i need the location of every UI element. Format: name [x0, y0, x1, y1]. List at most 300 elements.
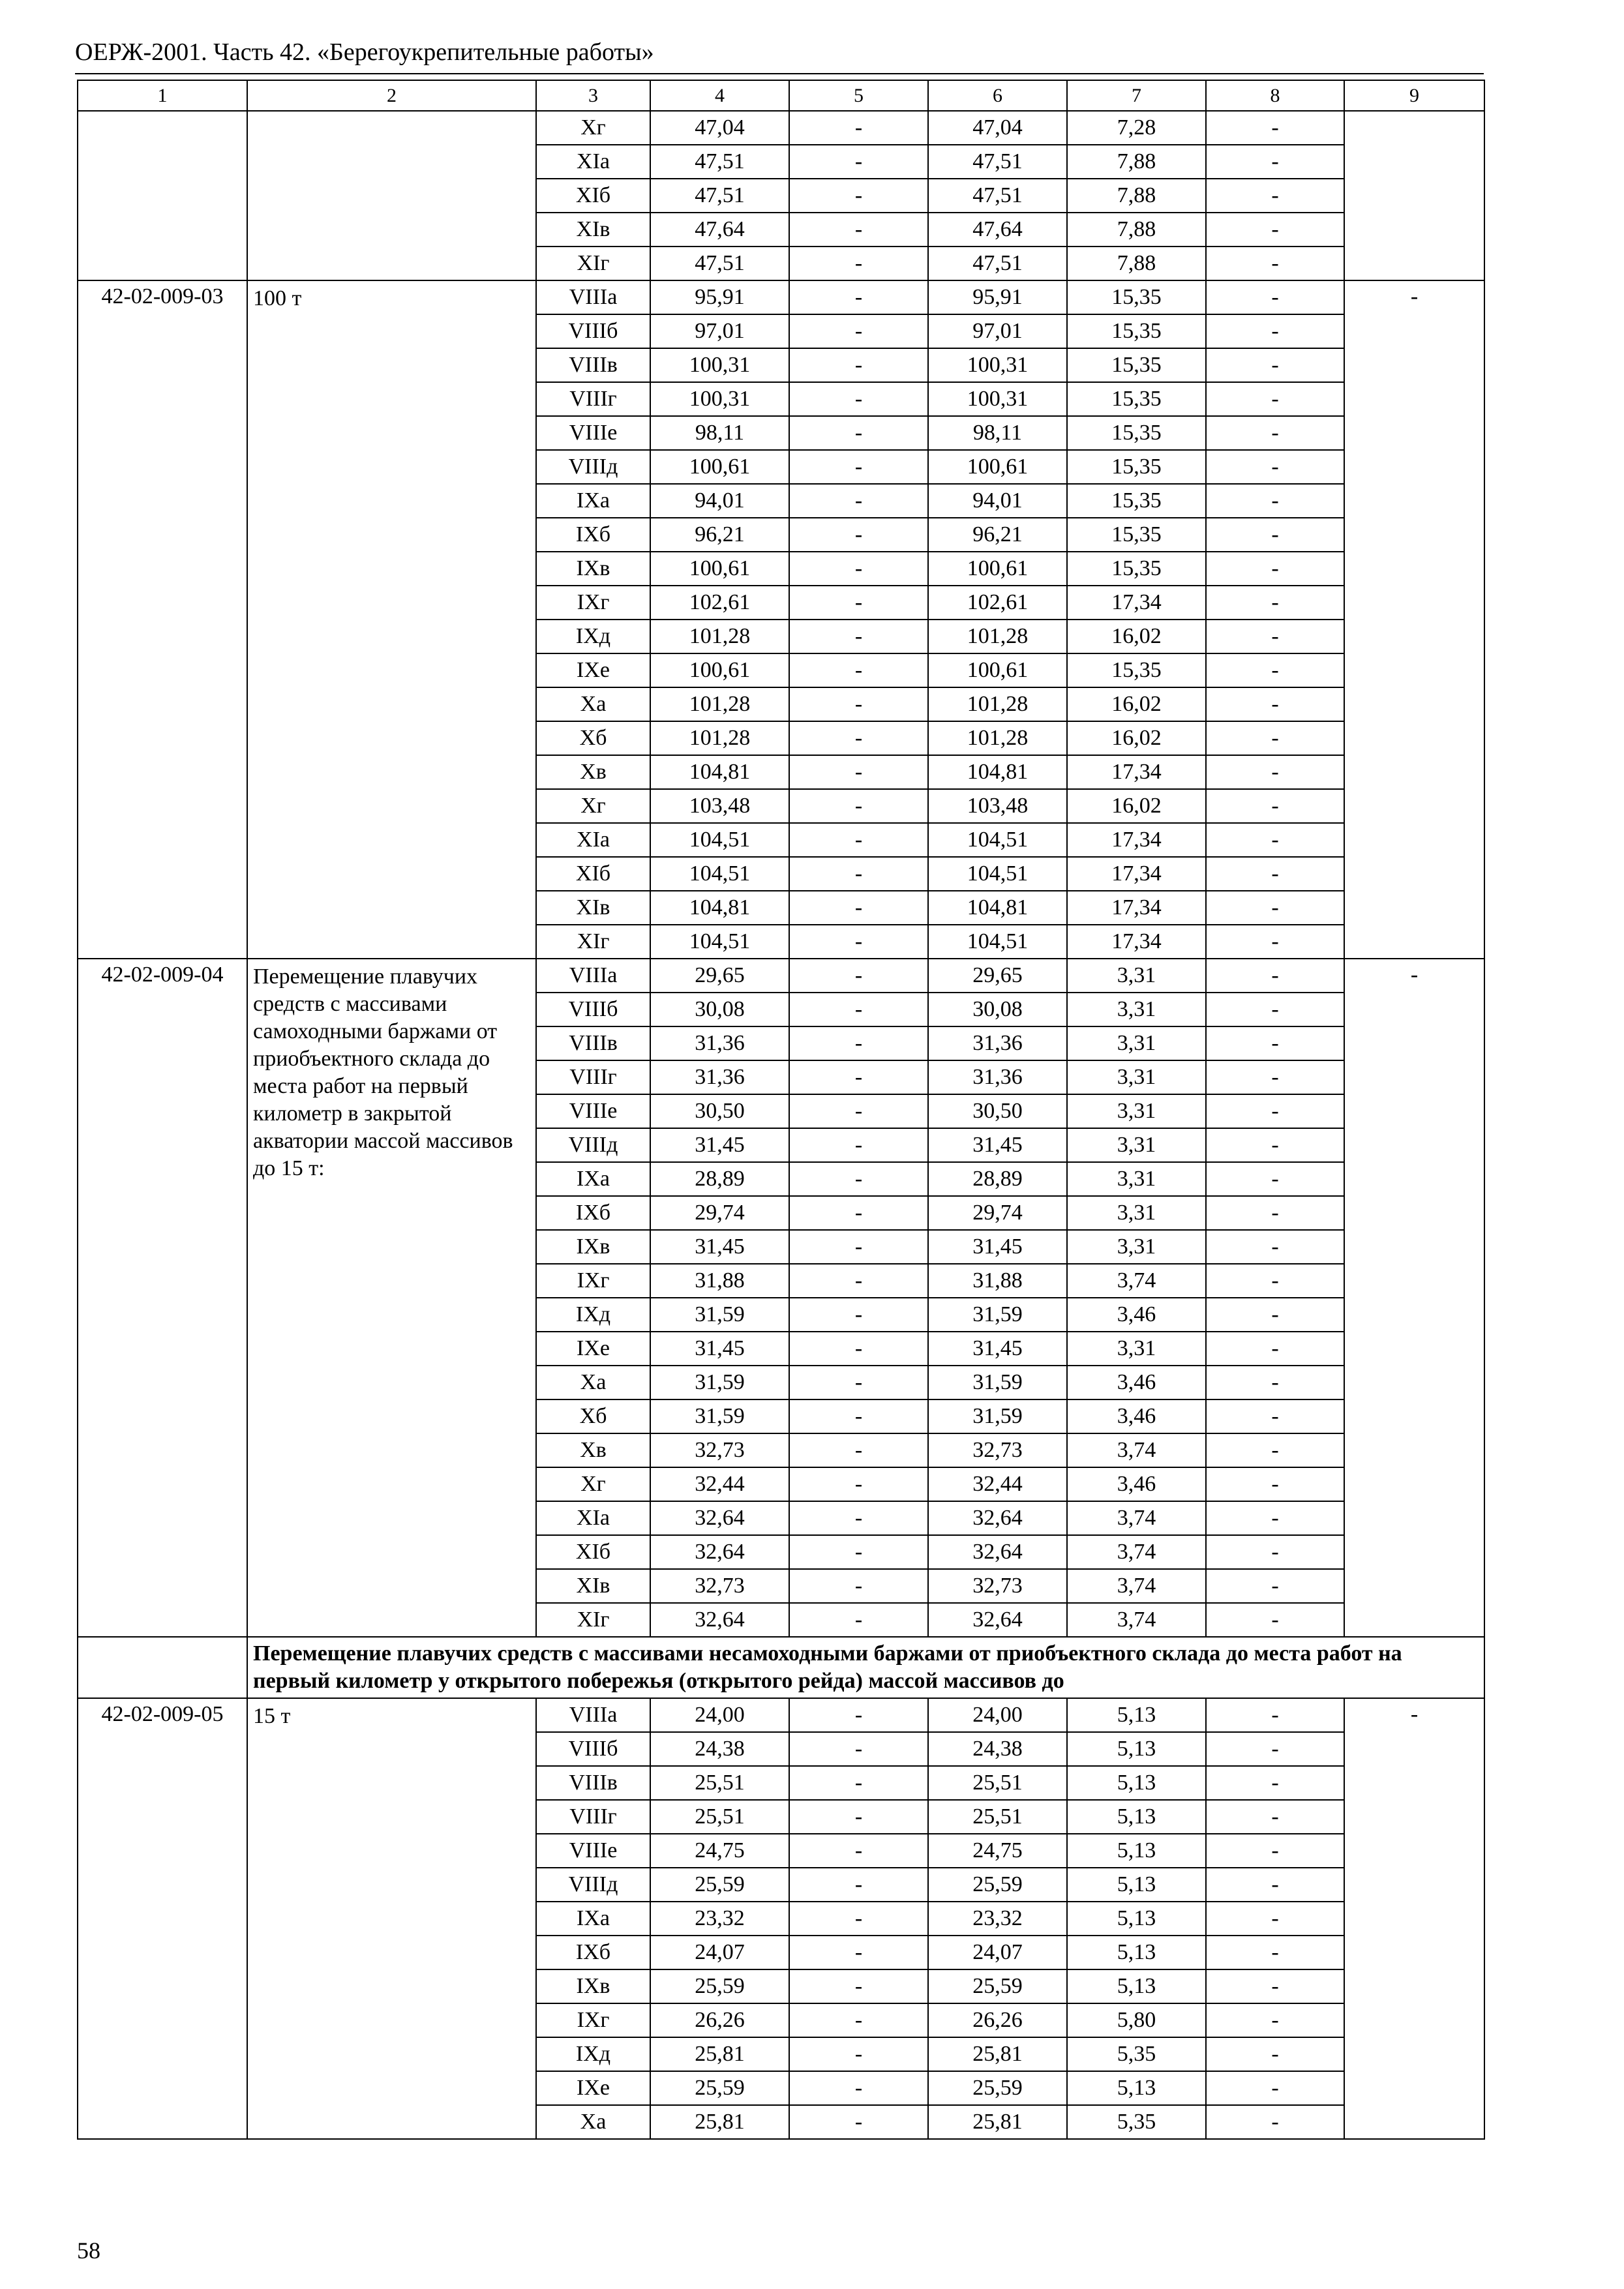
table-cell: -: [789, 213, 928, 247]
table-cell: -: [1206, 179, 1344, 213]
table-cell: IXб: [536, 518, 650, 552]
table-cell: 47,64: [928, 213, 1067, 247]
table-cell: 101,28: [928, 620, 1067, 653]
table-cell: 15,35: [1067, 280, 1206, 314]
table-cell: -: [1206, 789, 1344, 823]
table-cell: 104,51: [928, 823, 1067, 857]
table-cell: 23,32: [928, 1902, 1067, 1936]
table-cell: -: [789, 247, 928, 280]
table-cell: IXв: [536, 1230, 650, 1264]
table-cell: 25,81: [650, 2105, 789, 2139]
table-cell: 17,34: [1067, 755, 1206, 789]
table-cell: IXа: [536, 1902, 650, 1936]
table-cell: -: [789, 1936, 928, 1969]
table-cell: VIIIв: [536, 1026, 650, 1060]
table-cell: -: [1206, 1766, 1344, 1800]
table-cell: -: [789, 1902, 928, 1936]
table-cell: -: [789, 1603, 928, 1637]
table-cell: -: [1206, 687, 1344, 721]
table-cell: XIв: [536, 213, 650, 247]
table-cell: -: [789, 2037, 928, 2071]
table-cell: 96,21: [928, 518, 1067, 552]
table-cell: -: [789, 1298, 928, 1332]
table-cell: -: [789, 1399, 928, 1433]
table-cell: Xг: [536, 789, 650, 823]
table-cell: XIб: [536, 179, 650, 213]
column-number: 2: [247, 80, 536, 111]
table-cell: -: [1206, 247, 1344, 280]
table-cell: -: [1206, 484, 1344, 518]
table-cell: 3,31: [1067, 1026, 1206, 1060]
rate-code: 42-02-009-03: [78, 280, 247, 959]
table-cell: 25,59: [650, 1969, 789, 2003]
table-cell: 29,74: [928, 1196, 1067, 1230]
table-cell: IXе: [536, 653, 650, 687]
table-cell: -: [789, 755, 928, 789]
table-cell: -: [789, 314, 928, 348]
table-cell: -: [1206, 721, 1344, 755]
table-cell: IXд: [536, 620, 650, 653]
table-cell: -: [1206, 1732, 1344, 1766]
column-9-value: -: [1344, 1698, 1484, 2139]
table-cell: 95,91: [928, 280, 1067, 314]
table-cell: IXг: [536, 2003, 650, 2037]
table-cell: 47,51: [928, 145, 1067, 179]
table-cell: 25,59: [928, 1969, 1067, 2003]
table-cell: -: [789, 179, 928, 213]
table-cell: 31,59: [928, 1298, 1067, 1332]
table-cell: 98,11: [650, 416, 789, 450]
table-cell: 3,31: [1067, 1196, 1206, 1230]
table-cell: -: [1206, 1969, 1344, 2003]
table-cell: -: [789, 518, 928, 552]
table-cell: -: [1206, 1936, 1344, 1969]
table-cell: VIIIд: [536, 1128, 650, 1162]
table-cell: 26,26: [650, 2003, 789, 2037]
table-cell: Xб: [536, 1399, 650, 1433]
table-cell: -: [1206, 1094, 1344, 1128]
table-cell: -: [789, 823, 928, 857]
table-cell: 3,31: [1067, 1332, 1206, 1366]
table-row: [78, 280, 1484, 314]
table-cell: -: [789, 1569, 928, 1603]
table-cell: -: [789, 1060, 928, 1094]
table-cell: -: [789, 1433, 928, 1467]
table-cell: VIIIд: [536, 1868, 650, 1902]
table-cell: -: [789, 416, 928, 450]
section-heading: Перемещение плавучих средств с массивами несамоходными баржами от приобъектного склада до места работ на первый километр у открытого побережья (открытого рейда) массой массивов до: [247, 1637, 1484, 1698]
table-cell: 101,28: [650, 687, 789, 721]
table-cell: 24,75: [928, 1834, 1067, 1868]
table-cell: IXв: [536, 1969, 650, 2003]
table-cell: Xг: [536, 111, 650, 145]
table-cell: 17,34: [1067, 925, 1206, 959]
rate-description: 15 т: [247, 1698, 536, 2139]
table-cell: -: [1206, 1433, 1344, 1467]
table-cell: 15,35: [1067, 653, 1206, 687]
table-cell: 94,01: [650, 484, 789, 518]
table-cell: 31,36: [650, 1060, 789, 1094]
table-cell: -: [789, 1026, 928, 1060]
table-cell: 47,51: [928, 247, 1067, 280]
table-cell: 5,80: [1067, 2003, 1206, 2037]
table-cell: 32,64: [928, 1501, 1067, 1535]
table-cell: Xв: [536, 1433, 650, 1467]
table-cell: -: [789, 111, 928, 145]
table-cell: 26,26: [928, 2003, 1067, 2037]
table-cell: 104,51: [928, 925, 1067, 959]
table-cell: 3,31: [1067, 1128, 1206, 1162]
table-cell: 15,35: [1067, 518, 1206, 552]
table-cell: 104,81: [928, 755, 1067, 789]
table-cell: 94,01: [928, 484, 1067, 518]
table-cell: 3,31: [1067, 993, 1206, 1026]
table-cell: 101,28: [928, 687, 1067, 721]
table-cell: -: [1206, 2071, 1344, 2105]
table-cell: 25,51: [650, 1800, 789, 1834]
column-9-value: -: [1344, 959, 1484, 1637]
table-cell: -: [1206, 1698, 1344, 1732]
table-cell: -: [789, 1128, 928, 1162]
column-number: 7: [1067, 80, 1206, 111]
table-cell: 24,07: [928, 1936, 1067, 1969]
table-cell: 30,08: [650, 993, 789, 1026]
rate-description: Перемещение плавучих средств с массивами самоходными баржами от приобъектного склада до места работ на первый километр в закрытой акватории массой массивов до 15 т:: [247, 959, 536, 1637]
table-cell: 31,88: [650, 1264, 789, 1298]
table-cell: 103,48: [650, 789, 789, 823]
table-cell: 100,61: [650, 450, 789, 484]
table-cell: -: [1206, 2105, 1344, 2139]
table-cell: -: [1206, 823, 1344, 857]
page-header-title: ОЕРЖ-2001. Часть 42. «Берегоукрепительные работы»: [75, 38, 654, 66]
table-cell: -: [789, 1969, 928, 2003]
table-cell: -: [1206, 653, 1344, 687]
table-cell: 15,35: [1067, 382, 1206, 416]
table-cell: 16,02: [1067, 620, 1206, 653]
table-cell: 47,64: [650, 213, 789, 247]
column-number: 3: [536, 80, 650, 111]
table-cell: 32,44: [928, 1467, 1067, 1501]
table-cell: -: [1206, 1060, 1344, 1094]
table-cell: -: [789, 1834, 928, 1868]
rates-table: [77, 80, 1485, 2140]
table-cell: 100,31: [928, 348, 1067, 382]
table-cell: 3,31: [1067, 1230, 1206, 1264]
table-cell: -: [1206, 518, 1344, 552]
table-cell: XIа: [536, 823, 650, 857]
column-number-row: [78, 80, 1484, 111]
header-rule: [75, 73, 1484, 74]
table-cell: 3,46: [1067, 1366, 1206, 1399]
column-number: 9: [1344, 80, 1484, 111]
table-cell: -: [1206, 1569, 1344, 1603]
table-cell: -: [1206, 1603, 1344, 1637]
table-cell: 24,07: [650, 1936, 789, 1969]
table-cell: 31,45: [650, 1332, 789, 1366]
rate-description: [247, 111, 536, 280]
table-cell: 5,13: [1067, 1732, 1206, 1766]
table-cell: 5,13: [1067, 1800, 1206, 1834]
table-cell: -: [1206, 1399, 1344, 1433]
table-cell: XIг: [536, 247, 650, 280]
table-cell: 100,61: [928, 552, 1067, 586]
table-cell: -: [789, 484, 928, 518]
table-cell: -: [1206, 1902, 1344, 1936]
table-cell: 32,44: [650, 1467, 789, 1501]
table-cell: -: [1206, 1366, 1344, 1399]
table-cell: 25,81: [928, 2105, 1067, 2139]
table-cell: IXг: [536, 586, 650, 620]
rate-code: [78, 111, 247, 280]
table-cell: VIIIа: [536, 280, 650, 314]
table-cell: -: [1206, 1535, 1344, 1569]
table-cell: 25,59: [928, 1868, 1067, 1902]
table-cell: 102,61: [928, 586, 1067, 620]
table-cell: 47,51: [650, 247, 789, 280]
table-cell: 7,88: [1067, 179, 1206, 213]
table-cell: -: [1206, 382, 1344, 416]
table-cell: -: [789, 1264, 928, 1298]
table-cell: -: [789, 721, 928, 755]
rate-description: 100 т: [247, 280, 536, 959]
table-cell: 15,35: [1067, 416, 1206, 450]
table-cell: 104,51: [650, 823, 789, 857]
table-cell: -: [789, 993, 928, 1026]
table-cell: 3,74: [1067, 1535, 1206, 1569]
table-cell: -: [789, 1094, 928, 1128]
table-cell: IXд: [536, 1298, 650, 1332]
table-cell: -: [789, 620, 928, 653]
table-cell: -: [1206, 1230, 1344, 1264]
table-cell: VIIIа: [536, 959, 650, 993]
table-cell: VIIIг: [536, 1060, 650, 1094]
table-cell: -: [789, 1366, 928, 1399]
table-cell: 16,02: [1067, 721, 1206, 755]
table-cell: -: [789, 1868, 928, 1902]
section-heading-blank: [78, 1637, 247, 1698]
table-cell: -: [1206, 620, 1344, 653]
table-cell: -: [789, 1698, 928, 1732]
table-cell: 16,02: [1067, 789, 1206, 823]
table-cell: 17,34: [1067, 891, 1206, 925]
table-cell: 104,51: [650, 857, 789, 891]
table-cell: 32,73: [928, 1433, 1067, 1467]
table-cell: 24,00: [650, 1698, 789, 1732]
table-cell: 7,28: [1067, 111, 1206, 145]
table-cell: 5,13: [1067, 1868, 1206, 1902]
table-cell: IXа: [536, 484, 650, 518]
table-cell: VIIIа: [536, 1698, 650, 1732]
table-cell: -: [789, 450, 928, 484]
table-cell: 5,13: [1067, 1902, 1206, 1936]
table-cell: 3,46: [1067, 1467, 1206, 1501]
table-cell: 47,51: [650, 145, 789, 179]
table-cell: -: [789, 2105, 928, 2139]
table-cell: 25,59: [650, 2071, 789, 2105]
table-cell: 5,13: [1067, 1969, 1206, 2003]
table-cell: 7,88: [1067, 213, 1206, 247]
table-cell: 32,64: [650, 1501, 789, 1535]
table-cell: -: [1206, 1501, 1344, 1535]
table-cell: 29,65: [650, 959, 789, 993]
table-cell: 24,75: [650, 1834, 789, 1868]
table-cell: VIIIв: [536, 348, 650, 382]
table-cell: -: [789, 1230, 928, 1264]
table-cell: 24,00: [928, 1698, 1067, 1732]
table-cell: 31,59: [650, 1366, 789, 1399]
column-number: 1: [78, 80, 247, 111]
table-cell: 25,81: [928, 2037, 1067, 2071]
table-cell: -: [789, 687, 928, 721]
table-cell: -: [1206, 280, 1344, 314]
table-cell: 101,28: [928, 721, 1067, 755]
table-cell: 29,74: [650, 1196, 789, 1230]
table-cell: -: [789, 348, 928, 382]
table-cell: -: [789, 891, 928, 925]
table-cell: -: [1206, 416, 1344, 450]
table-cell: 15,35: [1067, 552, 1206, 586]
table-cell: 31,59: [650, 1399, 789, 1433]
table-cell: XIв: [536, 1569, 650, 1603]
table-cell: -: [1206, 2037, 1344, 2071]
table-cell: 31,36: [650, 1026, 789, 1060]
table-cell: -: [1206, 552, 1344, 586]
table-cell: 101,28: [650, 721, 789, 755]
table-cell: VIIIв: [536, 1766, 650, 1800]
table-cell: 32,73: [650, 1433, 789, 1467]
table-cell: 5,35: [1067, 2037, 1206, 2071]
table-cell: Xа: [536, 1366, 650, 1399]
table-cell: 31,59: [928, 1366, 1067, 1399]
table-cell: 5,13: [1067, 1936, 1206, 1969]
table-cell: -: [1206, 450, 1344, 484]
table-cell: 15,35: [1067, 450, 1206, 484]
table-cell: Xа: [536, 2105, 650, 2139]
table-cell: 17,34: [1067, 857, 1206, 891]
table-cell: 31,45: [928, 1128, 1067, 1162]
table-cell: 98,11: [928, 416, 1067, 450]
table-cell: -: [1206, 959, 1344, 993]
table-cell: -: [1206, 1264, 1344, 1298]
table-row: [78, 1698, 1484, 1732]
table-cell: IXа: [536, 1162, 650, 1196]
column-number: 4: [650, 80, 789, 111]
table-cell: 100,31: [650, 348, 789, 382]
table-cell: -: [789, 857, 928, 891]
table-cell: VIIIг: [536, 1800, 650, 1834]
table-cell: VIIIе: [536, 416, 650, 450]
table-cell: -: [1206, 145, 1344, 179]
table-cell: XIа: [536, 145, 650, 179]
column-9-value: [1344, 111, 1484, 280]
table-cell: XIв: [536, 891, 650, 925]
table-cell: -: [1206, 1026, 1344, 1060]
table-cell: 31,45: [650, 1128, 789, 1162]
table-cell: 32,73: [650, 1569, 789, 1603]
table-cell: XIб: [536, 857, 650, 891]
table-cell: IXе: [536, 2071, 650, 2105]
table-cell: 24,38: [650, 1732, 789, 1766]
table-cell: 3,74: [1067, 1433, 1206, 1467]
table-cell: VIIIб: [536, 1732, 650, 1766]
table-cell: -: [1206, 586, 1344, 620]
table-cell: 31,59: [928, 1399, 1067, 1433]
table-cell: 47,04: [928, 111, 1067, 145]
rates-table-body: [78, 80, 1484, 2139]
table-cell: 25,59: [928, 2071, 1067, 2105]
table-cell: IXб: [536, 1196, 650, 1230]
table-cell: 31,36: [928, 1026, 1067, 1060]
table-cell: -: [1206, 348, 1344, 382]
table-cell: 31,36: [928, 1060, 1067, 1094]
table-cell: 104,81: [650, 755, 789, 789]
table-row: [78, 111, 1484, 145]
table-cell: 30,50: [650, 1094, 789, 1128]
table-cell: 104,51: [928, 857, 1067, 891]
table-cell: -: [1206, 857, 1344, 891]
table-cell: 31,59: [650, 1298, 789, 1332]
table-cell: 5,13: [1067, 1766, 1206, 1800]
table-cell: VIIIб: [536, 314, 650, 348]
table-cell: 15,35: [1067, 348, 1206, 382]
table-cell: Xа: [536, 687, 650, 721]
table-cell: -: [1206, 1196, 1344, 1230]
table-cell: 3,31: [1067, 1060, 1206, 1094]
table-cell: -: [1206, 213, 1344, 247]
table-cell: IXб: [536, 1936, 650, 1969]
table-cell: 100,61: [928, 653, 1067, 687]
table-cell: -: [789, 552, 928, 586]
table-cell: -: [789, 1501, 928, 1535]
rate-code: 42-02-009-05: [78, 1698, 247, 2139]
table-cell: XIа: [536, 1501, 650, 1535]
table-cell: 16,02: [1067, 687, 1206, 721]
table-cell: -: [1206, 925, 1344, 959]
table-cell: 100,61: [650, 653, 789, 687]
table-cell: 5,13: [1067, 1834, 1206, 1868]
table-cell: 32,64: [650, 1535, 789, 1569]
table-cell: -: [1206, 1834, 1344, 1868]
table-cell: -: [789, 586, 928, 620]
column-number: 8: [1206, 80, 1344, 111]
table-cell: XIг: [536, 1603, 650, 1637]
table-cell: 3,31: [1067, 959, 1206, 993]
table-cell: -: [1206, 993, 1344, 1026]
table-cell: -: [1206, 314, 1344, 348]
table-cell: 31,45: [650, 1230, 789, 1264]
table-cell: IXг: [536, 1264, 650, 1298]
table-cell: -: [789, 1196, 928, 1230]
table-cell: 28,89: [650, 1162, 789, 1196]
table-cell: -: [789, 382, 928, 416]
column-9-value: -: [1344, 280, 1484, 959]
table-cell: IXе: [536, 1332, 650, 1366]
table-cell: 7,88: [1067, 247, 1206, 280]
table-cell: -: [789, 145, 928, 179]
table-cell: -: [789, 1732, 928, 1766]
table-cell: 17,34: [1067, 823, 1206, 857]
table-cell: -: [1206, 1868, 1344, 1902]
table-cell: 97,01: [650, 314, 789, 348]
column-number: 6: [928, 80, 1067, 111]
table-cell: Xб: [536, 721, 650, 755]
table-cell: -: [1206, 1467, 1344, 1501]
table-cell: 3,31: [1067, 1162, 1206, 1196]
table-cell: 25,59: [650, 1868, 789, 1902]
table-cell: 32,64: [928, 1603, 1067, 1637]
table-cell: 32,64: [928, 1535, 1067, 1569]
table-cell: Xв: [536, 755, 650, 789]
